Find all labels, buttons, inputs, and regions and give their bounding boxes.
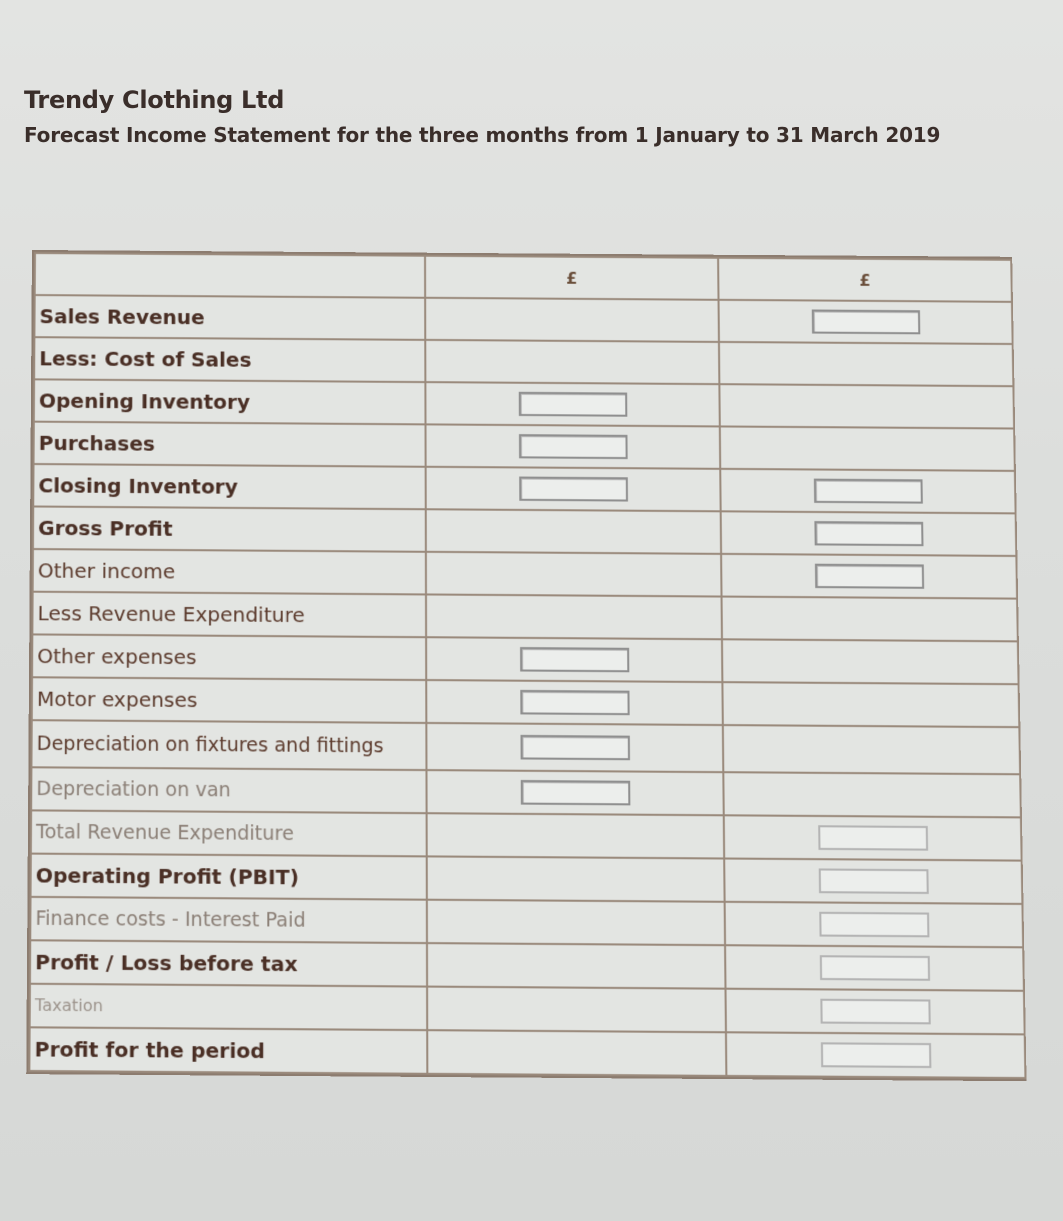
- amount-cell-col2: [720, 469, 1015, 514]
- amount-cell-col1: [426, 637, 722, 682]
- row-label: Depreciation on fixtures and fittings: [31, 720, 426, 770]
- row-label: Operating Profit (PBIT): [31, 854, 427, 900]
- row-label: Profit for the period: [29, 1027, 427, 1073]
- amount-cell-col2: [723, 772, 1021, 817]
- statement-header: [24, 86, 964, 150]
- amount-cell-col2: [721, 511, 1017, 556]
- amount-cell-col1: [427, 1030, 726, 1076]
- income-statement-table: [28, 252, 1026, 1079]
- amount-cell-col2: [722, 639, 1019, 684]
- table-row: [29, 1027, 1025, 1078]
- table-row: [34, 422, 1015, 471]
- amount-input-col2[interactable]: [820, 999, 930, 1025]
- amount-input-col2[interactable]: [811, 309, 920, 334]
- table-row: [31, 810, 1022, 860]
- amount-cell-col2: [720, 426, 1015, 470]
- row-label: Sales Revenue: [34, 295, 425, 340]
- amount-input-col1[interactable]: [519, 477, 628, 502]
- amount-input-col2[interactable]: [819, 912, 929, 938]
- row-label: Finance costs - Interest Paid: [30, 897, 427, 943]
- amount-cell-col1: [426, 509, 721, 554]
- table-row: [34, 295, 1012, 344]
- amount-cell-col2: [725, 989, 1024, 1035]
- table-row: [33, 464, 1015, 513]
- row-label: Total Revenue Expenditure: [31, 810, 427, 856]
- row-label: Other income: [33, 549, 426, 594]
- table-row: [34, 379, 1014, 428]
- amount-input-col2[interactable]: [818, 868, 928, 894]
- table-row: [30, 897, 1023, 947]
- amount-cell-col2: [726, 1032, 1026, 1078]
- amount-input-col2[interactable]: [814, 564, 923, 589]
- amount-cell-col2: [722, 682, 1019, 727]
- amount-cell-col1: [427, 856, 725, 901]
- amount-cell-col2: [725, 902, 1024, 948]
- amount-input-col2[interactable]: [818, 825, 928, 850]
- amount-input-col1[interactable]: [518, 434, 627, 459]
- table-row: [33, 506, 1016, 555]
- amount-input-col2[interactable]: [820, 1042, 931, 1068]
- amount-input-col1[interactable]: [520, 735, 630, 760]
- row-label: Gross Profit: [33, 506, 426, 551]
- row-label: Other expenses: [32, 634, 426, 680]
- amount-input-col1[interactable]: [518, 392, 627, 417]
- amount-cell-col1: [426, 467, 721, 512]
- amount-input-col2[interactable]: [813, 479, 922, 504]
- table-row: [32, 634, 1019, 684]
- amount-input-col1[interactable]: [520, 647, 629, 672]
- company-name: Trendy Clothing Ltd: [24, 86, 285, 114]
- amount-cell-col1: [426, 594, 722, 639]
- row-label: Profit / Loss before tax: [30, 940, 427, 986]
- statement-title: Forecast Income Statement for the three months from 1 January to 31 March 2019: [24, 123, 941, 147]
- row-label: Closing Inventory: [33, 464, 426, 509]
- amount-cell-col1: [425, 382, 719, 426]
- amount-cell-col1: [427, 987, 726, 1033]
- row-label: Taxation: [30, 984, 428, 1030]
- table-row: [34, 337, 1013, 386]
- amount-cell-col2: [722, 597, 1018, 642]
- table-header-row: [35, 253, 1012, 302]
- amount-cell-col1: [426, 424, 721, 468]
- column-header-pounds-1: £: [425, 256, 718, 300]
- column-header-label: [35, 253, 425, 298]
- amount-cell-col1: [427, 943, 726, 989]
- table-row: [31, 767, 1021, 817]
- row-label: Less: Cost of Sales: [34, 337, 425, 382]
- amount-cell-col2: [724, 815, 1022, 860]
- amount-cell-col2: [725, 945, 1024, 991]
- amount-cell-col1: [427, 900, 725, 946]
- amount-cell-col2: [719, 342, 1013, 386]
- amount-input-col1[interactable]: [520, 690, 629, 715]
- amount-cell-col1: [426, 552, 722, 597]
- row-label: Less Revenue Expenditure: [32, 592, 426, 638]
- column-header-pounds-2: £: [718, 258, 1012, 302]
- amount-input-col1[interactable]: [520, 780, 630, 805]
- amount-cell-col1: [425, 298, 719, 342]
- amount-cell-col1: [425, 340, 719, 384]
- table-row: [32, 677, 1020, 727]
- amount-input-col2[interactable]: [819, 955, 929, 981]
- row-label: Opening Inventory: [34, 379, 426, 424]
- row-label: Purchases: [34, 422, 426, 467]
- amount-cell-col2: [719, 300, 1013, 344]
- table-row: [30, 984, 1025, 1035]
- amount-cell-col2: [721, 554, 1017, 599]
- income-statement-sheet: [26, 250, 1026, 1081]
- amount-cell-col1: [426, 770, 723, 815]
- row-label: Depreciation on van: [31, 767, 426, 813]
- row-label: Motor expenses: [32, 677, 427, 723]
- amount-input-col2[interactable]: [814, 521, 923, 546]
- table-row: [32, 592, 1018, 642]
- amount-cell-col1: [426, 680, 723, 725]
- table-row: [33, 549, 1017, 599]
- amount-cell-col1: [426, 723, 723, 772]
- amount-cell-col2: [719, 384, 1014, 428]
- amount-cell-col1: [427, 813, 725, 858]
- amount-cell-col2: [723, 725, 1020, 774]
- table-row: [30, 940, 1024, 991]
- table-row: [31, 720, 1020, 774]
- amount-cell-col2: [724, 859, 1022, 904]
- table-row: [31, 854, 1023, 904]
- income-statement-rows: [29, 295, 1025, 1078]
